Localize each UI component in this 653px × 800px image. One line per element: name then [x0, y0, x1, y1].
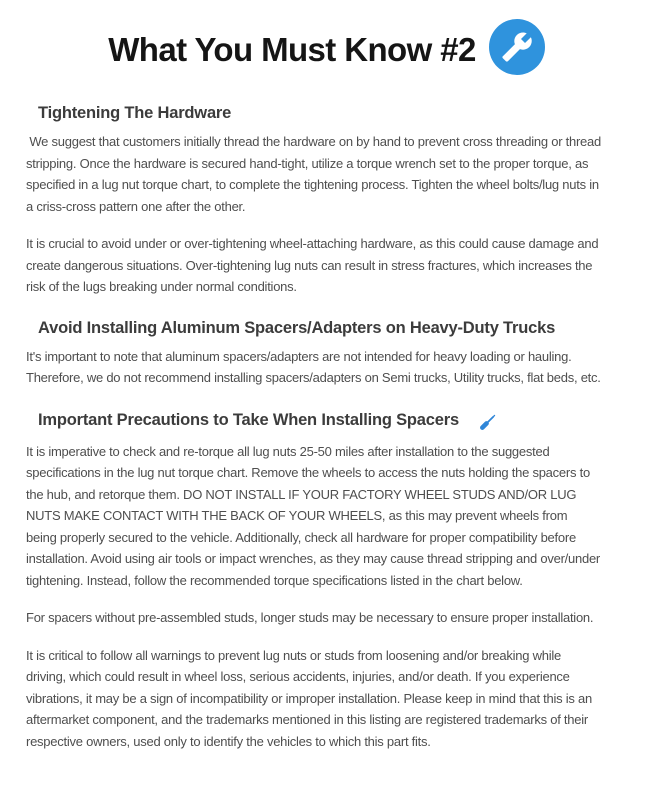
paragraph: For spacers without pre-assembled studs, longer studs may be necessary to ensure proper installation. [26, 610, 594, 625]
section-heading [0, 319, 653, 338]
section-heading [0, 104, 653, 123]
section-heading-text: Important Precautions to Take When Installing Spacers [38, 411, 459, 429]
section-important-precautions [0, 409, 653, 753]
section-heading [0, 409, 653, 433]
page-header [0, 0, 653, 80]
screwdriver-icon [475, 411, 499, 435]
paragraph: It is critical to follow all warnings to prevent lug nuts or studs from loosening and/or breaking while driving, which could result in wheel loss, serious accidents, injuries, and/or death. If you experience vibrations, it may be a sign of incompatibility or improper installation. Please keep in mind that this is an aftermarket component, and the trademarks mentioned in this listing are registered trademarks of their respective owners, used only to identify the vehicles to which this part fits. [26, 647, 596, 749]
wrench-icon [489, 19, 545, 75]
section-aluminum-spacers [0, 319, 653, 389]
paragraph: It is imperative to check and re-torque all lug nuts 25-50 miles after installation to the suggested specifications in the lug nut torque chart. Remove the wheels to access the nuts holding the spacers to the hub, and retorque them. DO NOT INSTALL IF YOUR FACTORY WHEEL STUDS AND/OR LUG NUTS MAKE CONTACT WITH THE BACK OF YOUR WHEELS, as this may prevent wheels from being properly secured to the vehicle. Additionally, check all hardware for proper compatibility before installation. Avoid using air tools or impact wrenches, as they may cause thread stripping and over/under tightening. Instead, follow the recommended torque specifications listed in the chart below. [26, 443, 604, 588]
section-heading-text: Avoid Installing Aluminum Spacers/Adapters on Heavy-Duty Trucks [38, 318, 556, 337]
section-heading-text: Tightening The Hardware [38, 104, 232, 122]
page-title: What You Must Know #2 [108, 31, 476, 68]
paragraph: We suggest that customers initially thread the hardware on by hand to prevent cross threading or thread stripping. Once the hardware is secured hand-tight, utilize a torque wrench set to the proper torque, as specified in a lug nut torque chart, to complete the tightening process. Tighten the wheel bolts/lug nuts in a criss-cross pattern one after the other. [26, 134, 605, 214]
paragraph: It is crucial to avoid under or over-tightening wheel-attaching hardware, as this could cause damage and create dangerous situations. Over-tightening lug nuts can result in stress fractures, which increases the risk of the lugs breaking under normal conditions. [26, 236, 602, 294]
paragraph: It's important to note that aluminum spacers/adapters are not intended for heavy loading or hauling. Therefore, we do not recommend installing spacers/adapters on Semi trucks, Utility trucks, flat beds, etc. [26, 348, 601, 385]
section-tightening-hardware [0, 104, 653, 298]
